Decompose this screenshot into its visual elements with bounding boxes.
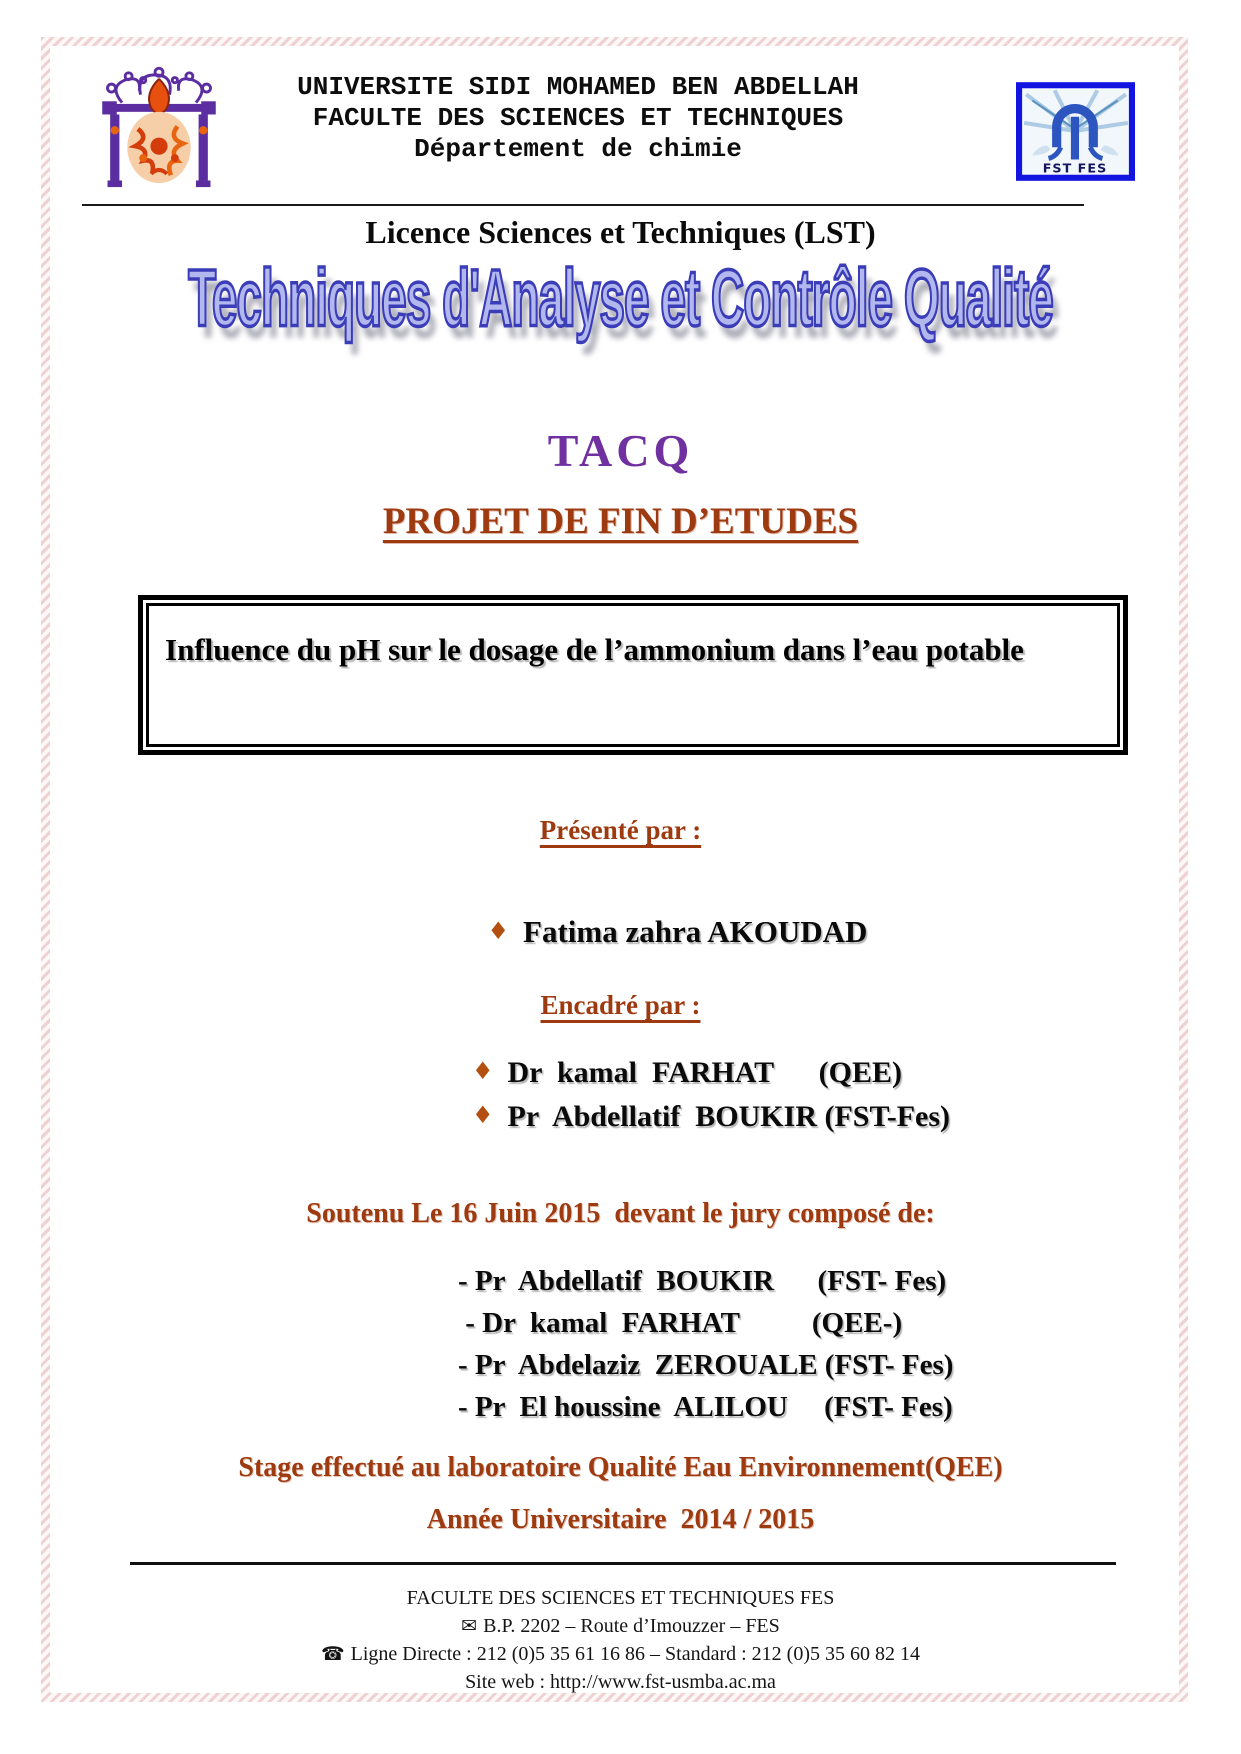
diamond-bullet-icon: ♦ <box>472 1101 494 1129</box>
footer-website-line: Site web : http://www.fst-usmba.ac.ma <box>465 1671 776 1693</box>
phone-icon: ☎ <box>320 1643 345 1665</box>
footer-block <box>0 1584 1241 1696</box>
supervisor-item: ♦ Pr Abdellatif BOUKIR (FST-Fes) <box>472 1100 951 1133</box>
jury-list <box>458 1260 953 1428</box>
faculty-name: FACULTE DES SCIENCES ET TECHNIQUES <box>312 103 844 133</box>
thesis-title: Influence du pH sur le dosage de l’ammonium dans l’eau potable <box>165 632 1024 667</box>
diamond-bullet-icon: ♦ <box>472 1057 494 1085</box>
internship-line: Stage effectué au laboratoire Qualité Eau Environnement(QEE) <box>238 1452 1003 1483</box>
program-banner-wordart: Techniques d'Analyse et Contrôle Qualité <box>188 251 1053 343</box>
supervisors-list <box>472 1050 950 1138</box>
institution-header <box>278 72 878 165</box>
department-name: Département de chimie <box>414 134 742 164</box>
program-acronym: TACQ <box>547 425 694 476</box>
footer-address-line <box>0 1612 1241 1640</box>
university-emblem-logo <box>93 62 225 196</box>
thesis-title-box <box>138 595 1128 755</box>
footer-divider-line <box>130 1562 1116 1565</box>
university-name: UNIVERSITE SIDI MOHAMED BEN ABDELLAH <box>297 72 859 102</box>
academic-year-line: Année Universitaire 2014 / 2015 <box>426 1504 815 1535</box>
report-type-heading: PROJET DE FIN D’ETUDES <box>382 501 859 542</box>
supervisor-item: ♦ Dr kamal FARHAT (QEE) <box>472 1056 902 1089</box>
fst-fes-logo-text: FST FES <box>1042 160 1108 176</box>
jury-member-row: - Dr kamal FARHAT (QEE-) <box>458 1307 903 1339</box>
footer-faculty-line: FACULTE DES SCIENCES ET TECHNIQUES FES <box>406 1587 835 1609</box>
header-divider-line <box>82 204 1084 206</box>
supervised-by-heading: Encadré par : <box>540 990 701 1020</box>
degree-line: Licence Sciences et Techniques (LST) <box>365 214 876 250</box>
jury-member-row: - Pr Abdellatif BOUKIR (FST- Fes) <box>458 1265 947 1297</box>
presented-by-row <box>472 878 867 950</box>
jury-member-row: - Pr El houssine ALILOU (FST- Fes) <box>458 1391 953 1423</box>
diamond-bullet-icon: ♦ <box>487 917 510 945</box>
footer-phone-line <box>0 1640 1241 1668</box>
jury-member-row: - Pr Abdelaziz ZEROUALE (FST- Fes) <box>458 1349 954 1381</box>
defense-intro-line: Soutenu Le 16 Juin 2015 devant le jury composé de: <box>306 1198 935 1229</box>
footer-address-text: B.P. 2202 – Route d’Imouzzer – FES <box>483 1615 780 1637</box>
presented-by-heading: Présenté par : <box>539 815 702 845</box>
program-banner-wrap <box>0 250 1241 360</box>
fst-fes-logo <box>1016 82 1135 181</box>
thesis-title-box-inner <box>146 603 1120 747</box>
student-name: Fatima zahra AKOUDAD <box>523 914 868 949</box>
mail-icon: ✉ <box>461 1615 478 1637</box>
footer-phone-text: Ligne Directe : 212 (0)5 35 61 16 86 – Standard : 212 (0)5 35 60 82 14 <box>350 1643 921 1665</box>
